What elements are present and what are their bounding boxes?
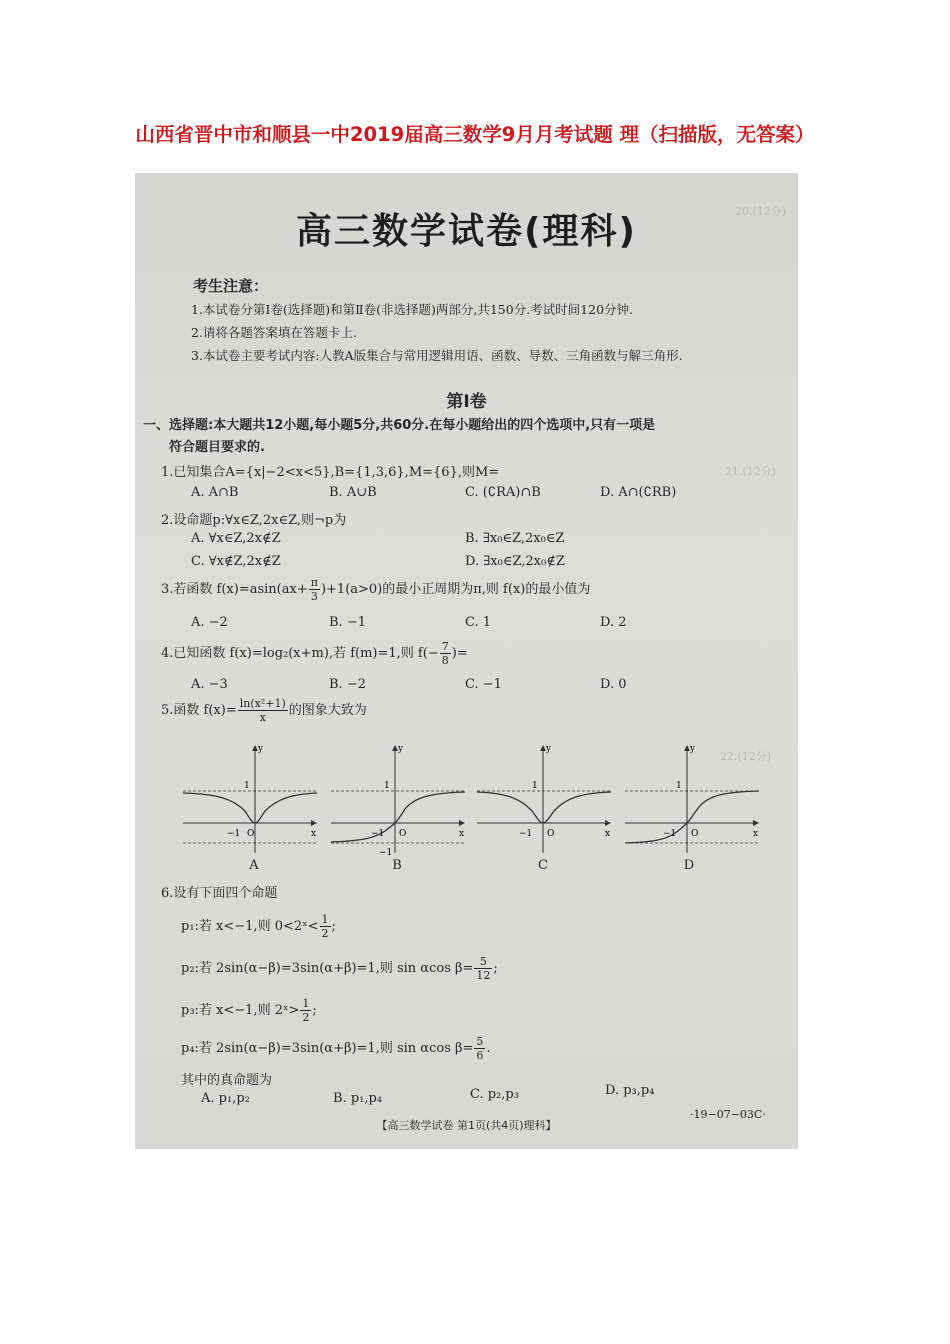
fraction-numerator: 1 bbox=[302, 997, 310, 1010]
notice-heading: 考生注意： bbox=[193, 277, 269, 295]
q2-option-b: B. ∃x₀∈Z,2x₀∈Z bbox=[465, 531, 565, 546]
paper-title: 高三数学试卷(理科) bbox=[296, 211, 637, 252]
question-5-stem bbox=[161, 697, 367, 724]
fraction-denominator: 12 bbox=[476, 969, 491, 982]
question-6-tail: 其中的真命题为 bbox=[181, 1073, 273, 1088]
graph-d bbox=[625, 743, 765, 858]
bleed-through-text: 22.(12分) bbox=[720, 750, 772, 763]
stem-part: ; bbox=[312, 1003, 317, 1018]
fraction bbox=[474, 1035, 485, 1062]
scanned-exam-page bbox=[135, 173, 798, 1149]
proposition-p3 bbox=[181, 997, 317, 1024]
axis-x-label: x bbox=[605, 829, 611, 839]
graph-label-b: B bbox=[392, 858, 402, 873]
q6-option-a: A. p₁,p₂ bbox=[201, 1091, 250, 1106]
origin-label: O bbox=[691, 829, 699, 839]
stem-part: p₁:若 x<−1,则 0<2ˣ< bbox=[181, 919, 319, 934]
graph-label-a: A bbox=[249, 858, 259, 873]
fraction bbox=[238, 697, 288, 724]
page-footer: 【高三数学试卷 第1页(共4页)理科】 bbox=[376, 1119, 557, 1132]
question-6-stem: 6.设有下面四个命题 bbox=[161, 886, 278, 901]
question-3-stem bbox=[161, 576, 590, 603]
notice-line: 3.本试卷主要考试内容:人教A版集合与常用逻辑用语、函数、导数、三角函数与解三角形. bbox=[191, 348, 683, 363]
part-heading bbox=[143, 415, 655, 459]
q4-option-c: C. −1 bbox=[465, 677, 502, 692]
axis-y-label: y bbox=[546, 744, 552, 754]
q6-option-b: B. p₁,p₄ bbox=[333, 1091, 383, 1106]
stem-part: p₃:若 x<−1,则 2ˣ> bbox=[181, 1003, 300, 1018]
proposition-p2 bbox=[181, 955, 498, 982]
fraction-denominator: x bbox=[259, 711, 266, 724]
q1-option-b: B. A∪B bbox=[329, 485, 377, 500]
q6-option-c: C. p₂,p₃ bbox=[470, 1087, 519, 1102]
fraction-numerator: π bbox=[310, 576, 318, 589]
graph-b bbox=[331, 743, 471, 858]
tick-neg-one: −1 bbox=[371, 829, 385, 839]
axis-x-label: x bbox=[753, 829, 759, 839]
tick-one: 1 bbox=[244, 781, 250, 791]
fraction-numerator: 7 bbox=[441, 640, 449, 653]
axis-x-label: x bbox=[311, 829, 317, 839]
stem-part: )= bbox=[451, 646, 468, 661]
document-title: 山西省晋中市和顺县一中2019届高三数学9月月考试题 理（扫描版，无答案） bbox=[135, 123, 815, 146]
paper-code: ·19−07−03C· bbox=[690, 1108, 766, 1121]
notice-line: 2.请将各题答案填在答题卡上. bbox=[191, 325, 357, 340]
fraction bbox=[320, 913, 331, 940]
fraction-numerator: ln(x²+1) bbox=[239, 697, 286, 710]
q1-option-d: D. A∩(∁RB) bbox=[600, 485, 677, 500]
fraction-numerator: 1 bbox=[321, 913, 329, 926]
stem-part: . bbox=[486, 1041, 491, 1056]
question-1-stem: 1.已知集合A={x|−2<x<5},B={1,3,6},M={6},则M= bbox=[161, 465, 500, 480]
fraction-denominator: 2 bbox=[321, 927, 329, 940]
part-heading-line: 一、选择题:本大题共12小题,每小题5分,共60分.在每小题给出的四个选项中,只有一项是 bbox=[143, 418, 656, 433]
q3-option-b: B. −1 bbox=[329, 615, 366, 630]
stem-part: )+1(a>0)的最小正周期为π,则 f(x)的最小值为 bbox=[320, 582, 591, 597]
fraction bbox=[300, 997, 311, 1024]
tick-neg-one: −1 bbox=[227, 829, 241, 839]
fraction-denominator: 6 bbox=[476, 1049, 484, 1062]
fraction-denominator: 3 bbox=[310, 590, 318, 603]
q6-option-d: D. p₃,p₄ bbox=[605, 1083, 655, 1098]
tick-one: 1 bbox=[676, 781, 682, 791]
axis-x-label: x bbox=[459, 829, 465, 839]
q2-option-c: C. ∀x∉Z,2x∉Z bbox=[191, 554, 281, 569]
axis-y-label: y bbox=[690, 744, 696, 754]
tick-one: 1 bbox=[384, 781, 390, 791]
q3-option-c: C. 1 bbox=[465, 615, 492, 630]
tick-neg-one: −1 bbox=[519, 829, 533, 839]
stem-part: 5.函数 f(x)= bbox=[161, 703, 237, 718]
fraction-denominator: 8 bbox=[441, 654, 449, 667]
q2-option-d: D. ∃x₀∈Z,2x₀∉Z bbox=[465, 554, 565, 569]
part-heading-line: 符合题目要求的. bbox=[169, 440, 265, 455]
q2-option-a: A. ∀x∈Z,2x∉Z bbox=[191, 531, 281, 546]
question-4-stem bbox=[161, 640, 468, 667]
q3-option-a: A. −2 bbox=[191, 615, 228, 630]
tick-neg-one: −1 bbox=[663, 829, 677, 839]
origin-label: O bbox=[247, 829, 255, 839]
stem-part: p₄:若 2sin(α−β)=3sin(α+β)=1,则 sin αcos β= bbox=[181, 1041, 474, 1056]
question-2-stem: 2.设命题p:∀x∈Z,2x∈Z,则¬p为 bbox=[161, 513, 347, 528]
axis-y-label: y bbox=[398, 744, 404, 754]
proposition-p1 bbox=[181, 913, 336, 940]
fraction bbox=[309, 576, 320, 603]
bleed-through-text: 20.(12分) bbox=[735, 205, 787, 218]
proposition-p4 bbox=[181, 1035, 491, 1062]
notice-line: 1.本试卷分第Ⅰ卷(选择题)和第Ⅱ卷(非选择题)两部分,共150分.考试时间120分钟. bbox=[191, 302, 634, 317]
q3-option-d: D. 2 bbox=[600, 615, 627, 630]
fraction bbox=[440, 640, 451, 667]
q1-option-c: C. (∁RA)∩B bbox=[465, 485, 541, 500]
q4-option-b: B. −2 bbox=[329, 677, 366, 692]
stem-part: p₂:若 2sin(α−β)=3sin(α+β)=1,则 sin αcos β= bbox=[181, 961, 474, 976]
tick-neg-one: −1 bbox=[379, 848, 393, 858]
tick-one: 1 bbox=[532, 781, 538, 791]
stem-part: 4.已知函数 f(x)=log₂(x+m),若 f(m)=1,则 f(− bbox=[161, 646, 439, 661]
fraction bbox=[474, 955, 492, 982]
graph-c bbox=[477, 743, 617, 858]
fraction-numerator: 5 bbox=[474, 955, 492, 969]
fraction-denominator: 2 bbox=[302, 1011, 310, 1024]
q4-option-a: A. −3 bbox=[191, 677, 228, 692]
origin-label: O bbox=[399, 829, 407, 839]
graph-label-d: D bbox=[683, 858, 695, 873]
fraction-numerator: 5 bbox=[476, 1035, 484, 1048]
stem-part: 的图象大致为 bbox=[288, 703, 367, 718]
graph-a bbox=[183, 743, 323, 858]
graph-label-c: C bbox=[538, 858, 548, 873]
origin-label: O bbox=[547, 829, 555, 839]
axis-y-label: y bbox=[258, 744, 264, 754]
stem-part: ; bbox=[331, 919, 336, 934]
q4-option-d: D. 0 bbox=[600, 677, 627, 692]
q1-option-a: A. A∩B bbox=[191, 485, 239, 500]
stem-part: 3.若函数 f(x)=asin(ax+ bbox=[161, 582, 308, 597]
bleed-through-text: 21.(12分) bbox=[725, 465, 777, 478]
section-heading: 第Ⅰ卷 bbox=[446, 392, 487, 412]
stem-part: ; bbox=[493, 961, 498, 976]
